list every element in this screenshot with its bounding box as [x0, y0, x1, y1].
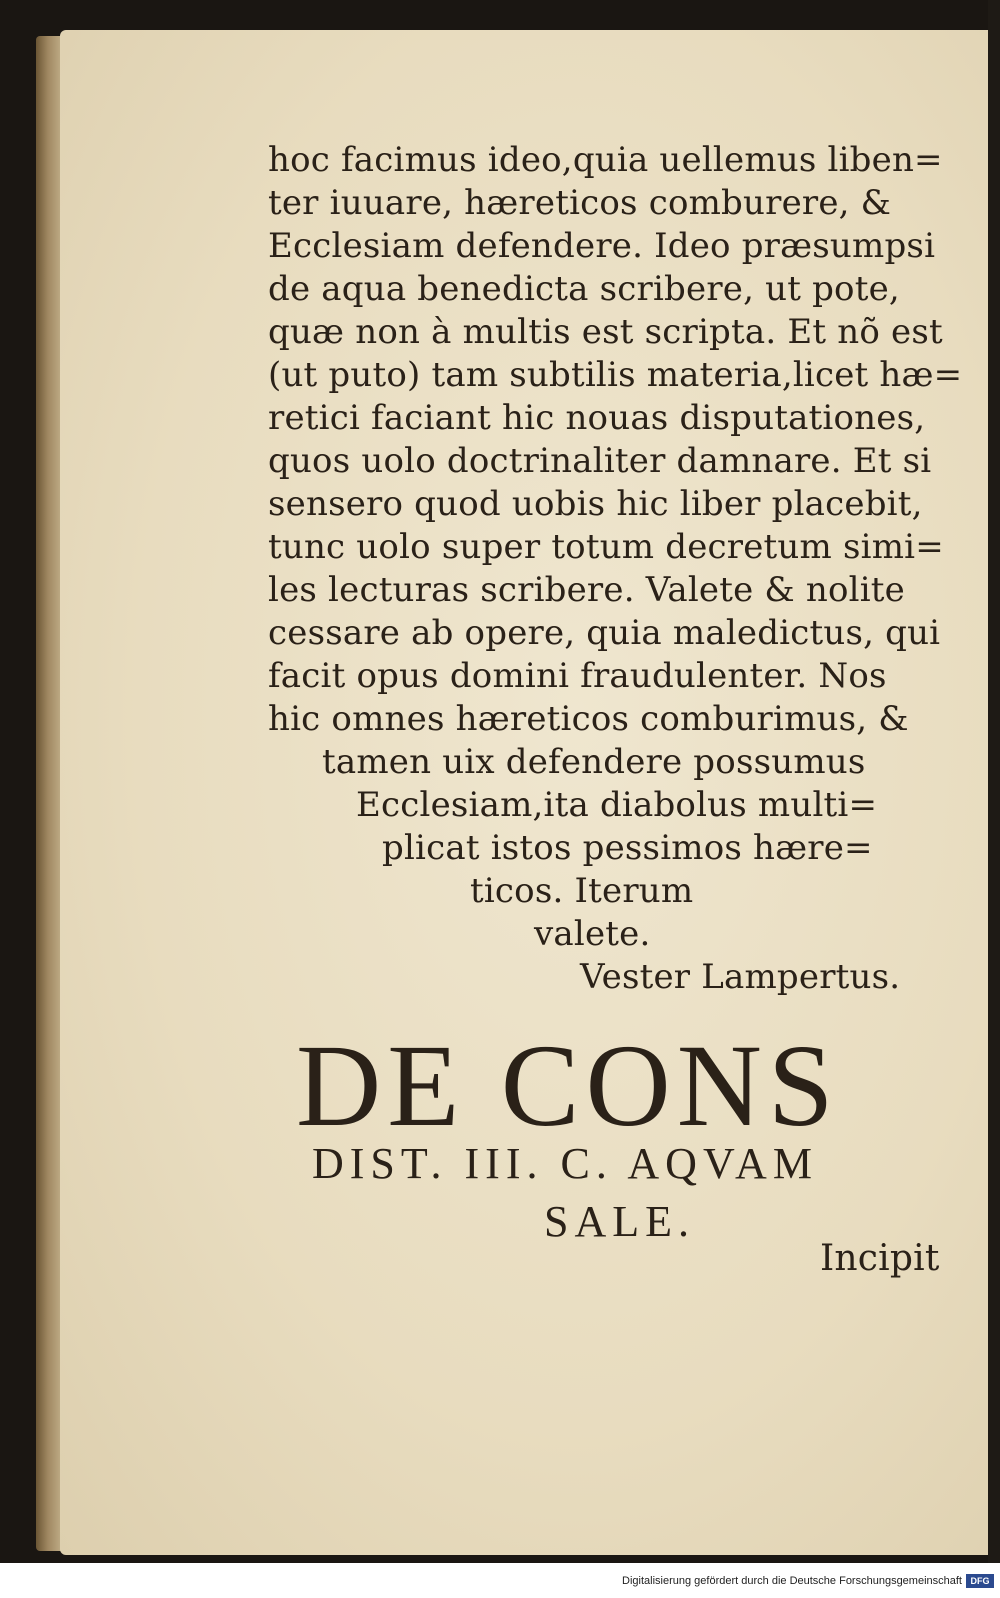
text-line: Ecclesiam,ita diabolus multi=: [356, 785, 878, 825]
section-subheading: DIST. III. C. AQVAM: [312, 1139, 818, 1188]
text-line: hoc facimus ideo,quia uellemus liben=: [268, 140, 943, 180]
text-line: valete.: [534, 914, 651, 954]
dfg-logo-icon: DFG: [966, 1574, 994, 1588]
section-subheading: SALE.: [544, 1197, 695, 1246]
text-line: tamen uix defendere possumus: [322, 742, 866, 782]
text-line: (ut puto) tam subtilis materia,licet hæ=: [268, 355, 963, 395]
catchword: Incipit: [820, 1238, 940, 1279]
text-line: ter iuuare, hæreticos comburere, &: [268, 183, 892, 223]
footer-bar: [0, 1563, 1000, 1598]
text-line: plicat istos pessimos hære=: [382, 828, 873, 868]
text-line: tunc uolo super totum decretum simi=: [268, 527, 944, 567]
text-line: Ecclesiam defendere. Ideo præsumpsi: [268, 226, 936, 266]
text-line: ticos. Iterum: [470, 871, 694, 911]
text-line: quæ non à multis est scripta. Et nõ est: [268, 312, 943, 352]
signature-line: Vester Lampertus.: [580, 957, 901, 997]
text-line: hic omnes hæreticos comburimus, &: [268, 699, 909, 739]
gutter-shadow: [988, 0, 1000, 1563]
text-line: facit opus domini fraudulenter. Nos: [268, 656, 887, 696]
text-line: les lecturas scribere. Valete & nolite: [268, 570, 905, 610]
text-line: quos uolo doctrinaliter damnare. Et si: [268, 441, 932, 481]
text-line: sensero quod uobis hic liber placebit,: [268, 484, 923, 524]
text-line: retici faciant hic nouas disputationes,: [268, 398, 926, 438]
section-heading: DE CONS: [296, 1020, 840, 1151]
funding-credit: Digitalisierung gefördert durch die Deutsche Forschungsgemeinschaft: [622, 1575, 962, 1587]
text-line: de aqua benedicta scribere, ut pote,: [268, 269, 900, 309]
text-line: cessare ab opere, quia maledictus, qui: [268, 613, 941, 653]
